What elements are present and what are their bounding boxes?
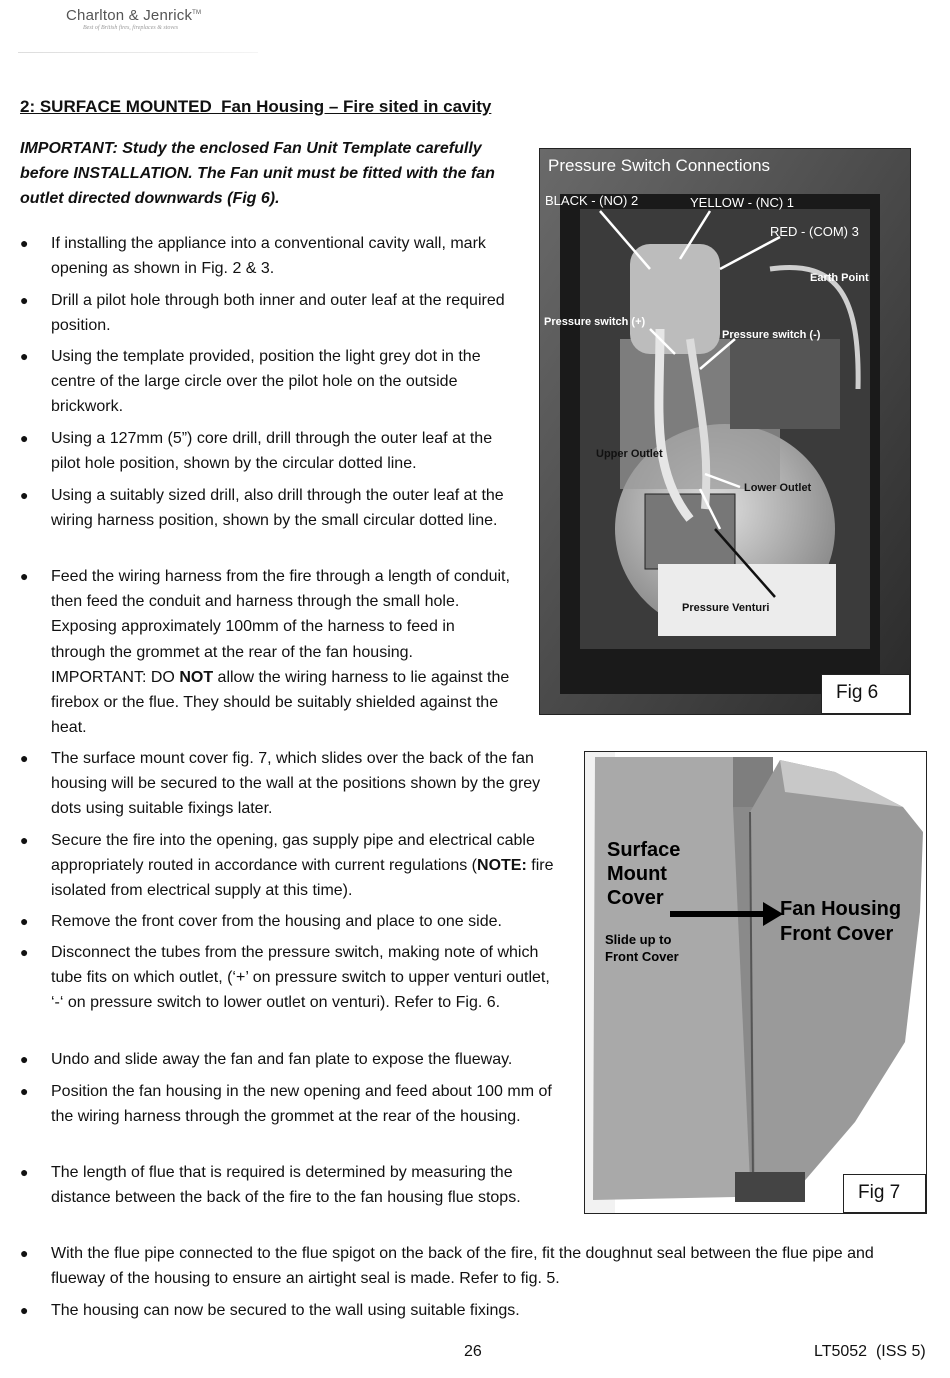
label-fan-housing: Fan Housing — [780, 898, 902, 920]
label-pressure-switch-plus: Pressure switch (+) — [544, 316, 646, 328]
label-surface: Surface — [607, 839, 681, 861]
bullet-icon: ● — [20, 832, 29, 848]
list-item: ● Drill a pilot hole through both inner and outer leaf at the required position. — [20, 288, 520, 338]
bullet-icon: ● — [20, 750, 29, 766]
label-front-cover: Front Cover — [780, 923, 894, 945]
bullet-icon: ● — [20, 1051, 29, 1067]
list-item: ● Secure the fire into the opening, gas supply pipe and electrical cable appropriately routed in accordance with current regulations (NOTE: fire isolated from electrical supply at this time). — [20, 828, 572, 904]
bullet-icon: ● — [20, 235, 29, 251]
bullet-icon: ● — [20, 913, 29, 929]
bullet-icon: ● — [20, 944, 29, 960]
bullet-icon: ● — [20, 568, 29, 584]
bullet-icon: ● — [20, 1302, 29, 1318]
fig7-illustration — [585, 752, 926, 1213]
label-pressure-venturi: Pressure Venturi — [682, 602, 770, 614]
label-lower-outlet: Lower Outlet — [744, 482, 812, 494]
label-pressure-switch-minus: Pressure switch (-) — [722, 329, 821, 341]
label-red: RED - (COM) 3 — [770, 224, 859, 239]
section-title: 2: SURFACE MOUNTED Fan Housing – Fire sited in cavity — [20, 97, 492, 116]
emphasis-not: NOT — [179, 668, 214, 686]
list-item: ● Feed the wiring harness from the fire through a length of conduit, then feed the conduit and harness through the small hole. Exposing approximately 100mm of the harness to feed in through the grommet at the rear of the fan housing. IMPORTANT: DO NOT allow the wiring harness to lie against the firebox or the flue. They should be suitably shielded against the heat. — [20, 564, 512, 740]
bullet-icon: ● — [20, 1245, 29, 1261]
document-reference: LT5052 (ISS 5) — [814, 1343, 926, 1360]
list-item: ● If installing the appliance into a conventional cavity wall, mark opening as shown in Fig. 2 & 3. — [20, 231, 520, 281]
fig7-photo — [584, 751, 927, 1214]
list-item: ● The surface mount cover fig. 7, which slides over the back of the fan housing will be secured to the wall at the positions shown by the grey dots using suitable fixings later. — [20, 746, 560, 822]
list-item: ● With the flue pipe connected to the flue spigot on the back of the fire, fit the doughnut seal between the flue pipe and flueway of the housing to ensure an airtight seal is made. Refer to fig. 5. — [20, 1241, 910, 1291]
brand-name: Charlton & Jenrick — [66, 7, 193, 24]
bullet-icon: ● — [20, 348, 29, 364]
brand-logo — [66, 7, 266, 31]
list-item: ● Using the template provided, position the light grey dot in the centre of the large circle over the pilot hole on the outside brickwork. — [20, 344, 520, 420]
bullet-icon: ● — [20, 487, 29, 503]
fig6-illustration — [540, 149, 910, 714]
label-yellow: YELLOW - (NC) 1 — [690, 195, 795, 210]
list-item: ● Position the fan housing in the new opening and feed about 100 mm of the wiring harness through the grommet at the rear of the housing. — [20, 1079, 568, 1129]
fig6-title: Pressure Switch Connections — [548, 156, 771, 175]
label-black: BLACK - (NO) 2 — [545, 193, 639, 208]
trademark-mark: TM — [192, 10, 202, 16]
label-front-cover-small: Front Cover — [605, 949, 679, 964]
list-item: ● Remove the front cover from the housing and place to one side. — [20, 909, 572, 934]
bullet-icon: ● — [20, 292, 29, 308]
brand-tagline: Best of British fires, fireplaces & stoves — [83, 25, 179, 31]
bullet-icon: ● — [20, 430, 29, 446]
bullet-icon: ● — [20, 1083, 29, 1099]
list-item: ● Using a suitably sized drill, also drill through the outer leaf at the wiring harness position, shown by the small circular dotted line. — [20, 483, 530, 533]
label-slide-up: Slide up to — [605, 932, 672, 947]
emphasis-note: NOTE: — [477, 857, 527, 875]
header-divider — [18, 52, 258, 53]
list-item: ● Using a 127mm (5”) core drill, drill through the outer leaf at the pilot hole position, shown by the circular dotted line. — [20, 426, 520, 476]
list-item: ● The housing can now be secured to the wall using suitable fixings. — [20, 1298, 910, 1323]
label-cover: Cover — [607, 887, 664, 909]
label-upper-outlet: Upper Outlet — [596, 448, 663, 460]
page-number: 26 — [464, 1343, 482, 1360]
fig7-caption: Fig 7 — [843, 1174, 926, 1213]
label-mount: Mount — [607, 863, 667, 885]
list-item: ● Disconnect the tubes from the pressure switch, making note of which tube fits on which outlet, (‘+’ on pressure switch to upper venturi outlet, ‘-‘ on pressure switch to lower outlet on venturi). Refer to Fig. 6. — [20, 940, 560, 1016]
bullet-icon: ● — [20, 1164, 29, 1180]
label-earth: Earth Point — [810, 272, 869, 284]
fig6-photo — [539, 148, 911, 715]
important-note: IMPORTANT: Study the enclosed Fan Unit Template carefully before INSTALLATION. The Fan unit must be fitted with the fan outlet directed downwards (Fig 6). — [20, 140, 495, 207]
list-item: ● The length of flue that is required is determined by measuring the distance between the back of the fire to the fan housing flue stops. — [20, 1160, 572, 1210]
fig6-caption: Fig 6 — [821, 674, 910, 714]
list-item: ● Undo and slide away the fan and fan plate to expose the flueway. — [20, 1047, 572, 1072]
